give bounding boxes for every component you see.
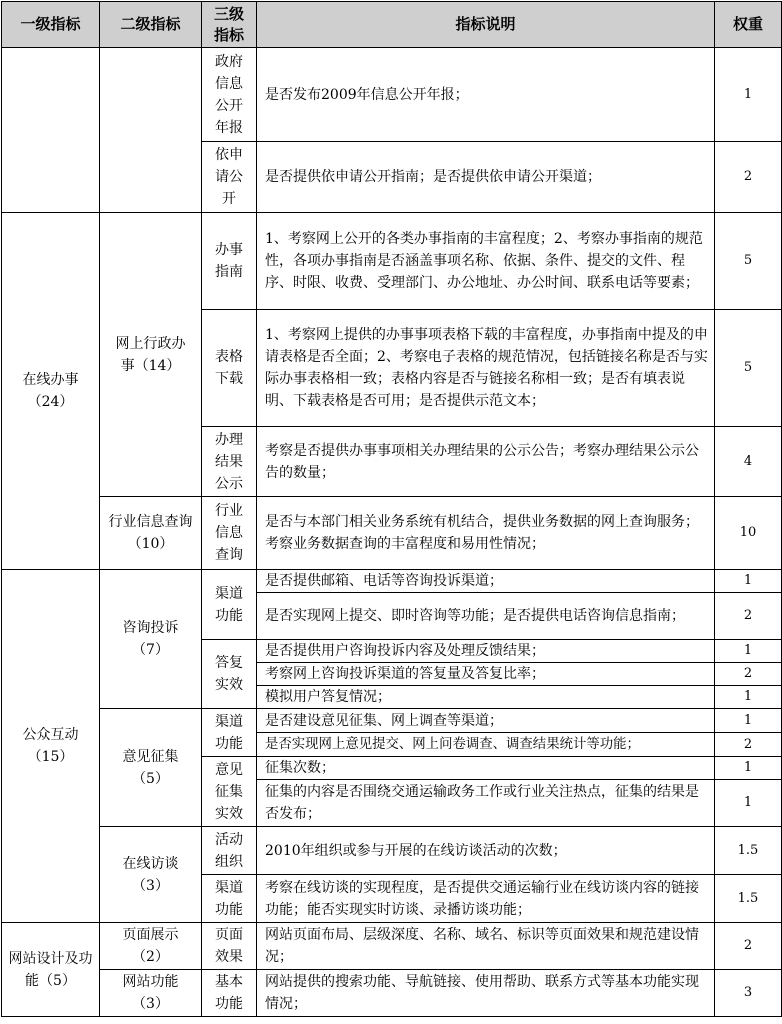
level2-cell: 咨询投诉（7）: [100, 570, 202, 709]
weight-cell: 10: [715, 497, 782, 570]
description-cell: 2010年组织或参与开展的在线访谈活动的次数；: [257, 827, 715, 875]
level3-cell: 基本功能: [202, 970, 257, 1017]
weight-cell: 2: [715, 733, 782, 757]
level1-cell: 在线办事（24）: [2, 213, 100, 570]
level3-cell: 表格下载: [202, 310, 257, 427]
description-cell: 是否发布2009年信息公开年报；: [257, 48, 715, 142]
description-cell: 是否实现网上提交、即时咨询等功能；是否提供电话咨询信息指南；: [257, 593, 715, 640]
weight-cell: 1: [715, 48, 782, 142]
level3-cell: 意见征集实效: [202, 757, 257, 827]
level3-cell: 渠道功能: [202, 709, 257, 757]
level3-cell: 页面效果: [202, 923, 257, 970]
description-cell: 征集次数；: [257, 757, 715, 780]
weight-cell: 5: [715, 213, 782, 310]
description-cell: 模拟用户答复情况；: [257, 686, 715, 709]
weight-cell: 2: [715, 593, 782, 640]
header-description: 指标说明: [257, 2, 715, 48]
header-level3: 三级指标: [202, 2, 257, 48]
table-row: [2, 48, 782, 142]
weight-cell: 2: [715, 142, 782, 213]
weight-cell: 1: [715, 686, 782, 709]
level2-cell: 网站功能（3）: [100, 970, 202, 1017]
table-row: [2, 497, 782, 570]
description-cell: 是否提供用户咨询投诉内容及处理反馈结果；: [257, 640, 715, 663]
table-row: [2, 827, 782, 875]
level1-cell-empty: [2, 48, 100, 213]
header-weight: 权重: [715, 2, 782, 48]
level2-cell: 网上行政办事（14）: [100, 213, 202, 497]
weight-cell: 1: [715, 709, 782, 733]
description-cell: 网站提供的搜索功能、导航链接、使用帮助、联系方式等基本功能实现情况；: [257, 970, 715, 1017]
level3-cell: 答复实效: [202, 640, 257, 709]
table-row: [2, 709, 782, 733]
level2-cell-empty: [100, 48, 202, 213]
weight-cell: 1.5: [715, 827, 782, 875]
level3-cell: 行业信息查询: [202, 497, 257, 570]
level3-cell: 政府信息公开年报: [202, 48, 257, 142]
weight-cell: 2: [715, 923, 782, 970]
weight-cell: 1: [715, 757, 782, 780]
level3-cell: 办事指南: [202, 213, 257, 310]
weight-cell: 1: [715, 570, 782, 593]
level3-cell: 渠道功能: [202, 570, 257, 640]
level2-cell: 页面展示（2）: [100, 923, 202, 970]
header-level1: 一级指标: [2, 2, 100, 48]
weight-cell: 5: [715, 310, 782, 427]
indicator-table: [1, 1, 782, 1017]
table-row: [2, 570, 782, 593]
header-level2: 二级指标: [100, 2, 202, 48]
level2-cell: 在线访谈（3）: [100, 827, 202, 923]
level3-cell: 渠道功能: [202, 875, 257, 923]
description-cell: 考察在线访谈的实现程度，是否提供交通运输行业在线访谈内容的链接功能；能否实现实时访谈、录播访谈功能；: [257, 875, 715, 923]
description-cell: 是否建设意见征集、网上调查等渠道；: [257, 709, 715, 733]
header-row: [2, 2, 782, 48]
description-cell: 考察网上咨询投诉渠道的答复量及答复比率；: [257, 663, 715, 686]
weight-cell: 1: [715, 640, 782, 663]
description-cell: 是否实现网上意见提交、网上问卷调查、调查结果统计等功能；: [257, 733, 715, 757]
level2-cell: 行业信息查询（10）: [100, 497, 202, 570]
level1-cell: 公众互动（15）: [2, 570, 100, 923]
description-cell: 1、考察网上公开的各类办事指南的丰富程度；2、考察办事指南的规范性，各项办事指南是否涵盖事项名称、依据、条件、提交的文件、程序、时限、收费、受理部门、办公地址、办公时间、联系电话等要素；: [257, 213, 715, 310]
description-cell: 征集的内容是否围绕交通运输政务工作或行业关注热点，征集的结果是否发布；: [257, 780, 715, 827]
level3-cell: 活动组织: [202, 827, 257, 875]
level3-cell: 办理结果公示: [202, 427, 257, 497]
level3-cell: 依申请公开: [202, 142, 257, 213]
weight-cell: 3: [715, 970, 782, 1017]
description-cell: 是否提供邮箱、电话等咨询投诉渠道；: [257, 570, 715, 593]
table-row: [2, 213, 782, 310]
level1-cell: 网站设计及功能（5）: [2, 923, 100, 1017]
table-row: [2, 970, 782, 1017]
level2-cell: 意见征集（5）: [100, 709, 202, 827]
weight-cell: 1: [715, 780, 782, 827]
table-row: [2, 923, 782, 970]
weight-cell: 1.5: [715, 875, 782, 923]
description-cell: 是否提供依申请公开指南；是否提供依申请公开渠道；: [257, 142, 715, 213]
description-cell: 1、考察网上提供的办事事项表格下载的丰富程度，办事指南中提及的申请表格是否全面；2、考察电子表格的规范情况，包括链接名称是否与实际办事表格相一致；表格内容是否与链接名称相一致；是否有填表说明、下载表格是否可用；是否提供示范文本；: [257, 310, 715, 427]
description-cell: 考察是否提供办事事项相关办理结果的公示公告；考察办理结果公示公告的数量；: [257, 427, 715, 497]
weight-cell: 2: [715, 663, 782, 686]
description-cell: 网站页面布局、层级深度、名称、域名、标识等页面效果和规范建设情况；: [257, 923, 715, 970]
weight-cell: 4: [715, 427, 782, 497]
description-cell: 是否与本部门相关业务系统有机结合，提供业务数据的网上查询服务；考察业务数据查询的丰富程度和易用性情况；: [257, 497, 715, 570]
